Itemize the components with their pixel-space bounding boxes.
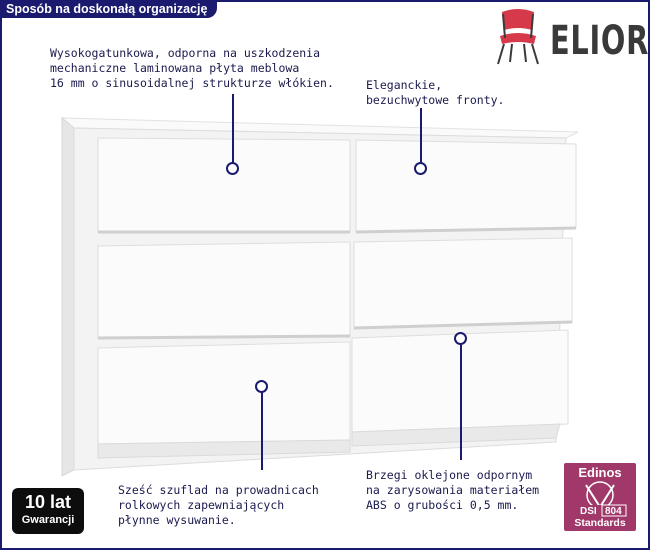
- edinos-certificate-badge: [564, 463, 636, 531]
- brand-name: ELIOR: [550, 18, 649, 64]
- annotation-board-dot: [226, 162, 239, 175]
- annotation-edges-line: [460, 342, 462, 460]
- annotation-drawers-dot: [255, 380, 268, 393]
- certificate-code-left: DSI: [580, 506, 597, 517]
- annotation-board-line: [232, 94, 234, 166]
- warranty-label: Gwarancji: [21, 514, 75, 526]
- page-title: Sposób na doskonałą organizację: [0, 0, 217, 18]
- certificate-emblem-icon: [568, 481, 632, 517]
- annotation-fronts: Eleganckie, bezuchwytowe fronty.: [366, 78, 505, 107]
- annotation-drawers-line: [261, 390, 263, 470]
- warranty-badge: [12, 488, 84, 534]
- certificate-label: Standards: [574, 517, 626, 529]
- annotation-fronts-line: [420, 108, 422, 166]
- certificate-code-right: 804: [605, 506, 622, 517]
- annotation-edges-dot: [454, 332, 467, 345]
- certificate-brand: Edinos: [578, 465, 622, 480]
- annotation-board: Wysokogatunkowa, odporna na uszkodzenia mechaniczne laminowana płyta meblowa 16 mm o sinusoidalnej strukturze włókien.: [50, 46, 334, 90]
- annotation-fronts-dot: [414, 162, 427, 175]
- warranty-years: 10 lat: [24, 492, 72, 512]
- annotation-edges: Brzegi oklejone odpornym na zarysowania materiałem ABS o grubości 0,5 mm.: [366, 468, 540, 512]
- annotation-drawers: Sześć szuflad na prowadnicach rolkowych zapewniających płynne wysuwanie.: [118, 483, 319, 527]
